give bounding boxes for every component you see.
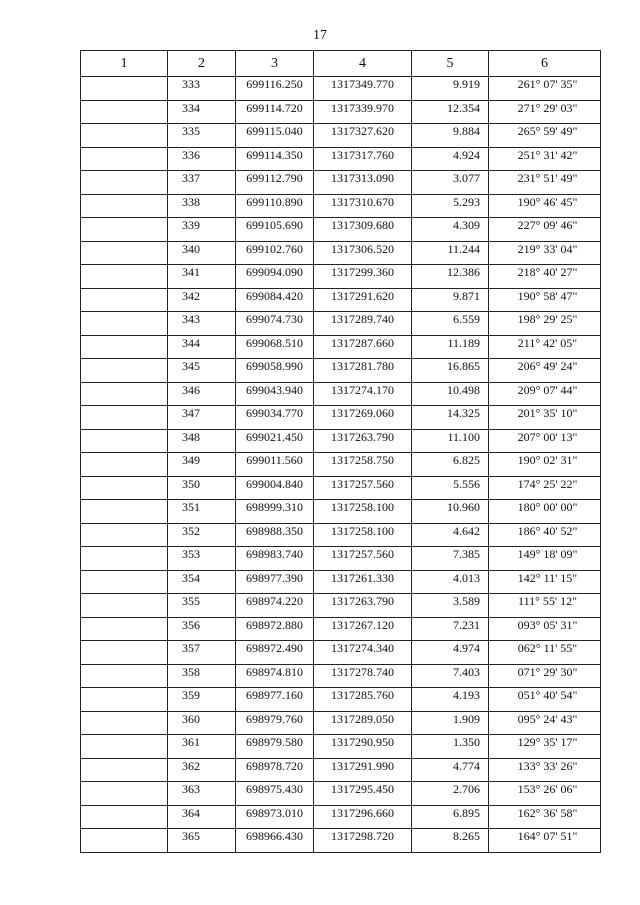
y-coordinate-cell: 1317263.790 [314,429,412,453]
direction-angle-cell: 207° 00' 13" [489,429,601,453]
distance-cell: 4.974 [412,641,489,665]
x-coordinate-cell: 699114.350 [236,147,314,171]
point-number-cell: 361 [168,735,236,759]
blank-cell [81,735,168,759]
point-number-cell: 343 [168,312,236,336]
point-number-cell: 365 [168,829,236,853]
direction-angle-cell: 133° 33' 26" [489,758,601,782]
direction-angle-cell: 261° 07' 35" [489,77,601,101]
distance-cell: 9.919 [412,77,489,101]
point-number-cell: 351 [168,500,236,524]
table-row [81,641,601,665]
y-coordinate-cell: 1317291.620 [314,288,412,312]
distance-cell: 4.774 [412,758,489,782]
point-number-cell: 354 [168,570,236,594]
direction-angle-cell: 219° 33' 04" [489,241,601,265]
y-coordinate-cell: 1317306.520 [314,241,412,265]
distance-cell: 3.077 [412,171,489,195]
y-coordinate-cell: 1317261.330 [314,570,412,594]
point-number-cell: 355 [168,594,236,618]
direction-angle-cell: 218° 40' 27" [489,265,601,289]
blank-cell [81,265,168,289]
table-row [81,500,601,524]
table-row [81,735,601,759]
direction-angle-cell: 093° 05' 31" [489,617,601,641]
x-coordinate-cell: 698974.810 [236,664,314,688]
blank-cell [81,523,168,547]
x-coordinate-cell: 698977.390 [236,570,314,594]
x-coordinate-cell: 698974.220 [236,594,314,618]
blank-cell [81,782,168,806]
y-coordinate-cell: 1317289.050 [314,711,412,735]
blank-cell [81,194,168,218]
distance-cell: 11.189 [412,335,489,359]
direction-angle-cell: 162° 36' 58" [489,805,601,829]
x-coordinate-cell: 699084.420 [236,288,314,312]
direction-angle-cell: 190° 46' 45" [489,194,601,218]
point-number-cell: 357 [168,641,236,665]
x-coordinate-cell: 699112.790 [236,171,314,195]
table-row [81,688,601,712]
x-coordinate-cell: 699105.690 [236,218,314,242]
table-row [81,147,601,171]
blank-cell [81,312,168,336]
direction-angle-cell: 211° 42' 05" [489,335,601,359]
x-coordinate-cell: 698978.720 [236,758,314,782]
table-row [81,523,601,547]
point-number-cell: 341 [168,265,236,289]
blank-cell [81,617,168,641]
point-number-cell: 335 [168,124,236,148]
distance-cell: 7.231 [412,617,489,641]
x-coordinate-cell: 698975.430 [236,782,314,806]
x-coordinate-cell: 699114.720 [236,100,314,124]
point-number-cell: 363 [168,782,236,806]
y-coordinate-cell: 1317291.990 [314,758,412,782]
distance-cell: 6.559 [412,312,489,336]
point-number-cell: 336 [168,147,236,171]
x-coordinate-cell: 698988.350 [236,523,314,547]
distance-cell: 11.244 [412,241,489,265]
x-coordinate-cell: 698979.580 [236,735,314,759]
table-row [81,782,601,806]
blank-cell [81,758,168,782]
point-number-cell: 359 [168,688,236,712]
point-number-cell: 338 [168,194,236,218]
direction-angle-cell: 051° 40' 54" [489,688,601,712]
column-header-4: 4 [314,51,412,77]
point-number-cell: 350 [168,476,236,500]
y-coordinate-cell: 1317289.740 [314,312,412,336]
point-number-cell: 337 [168,171,236,195]
blank-cell [81,359,168,383]
distance-cell: 5.293 [412,194,489,218]
direction-angle-cell: 180° 00' 00" [489,500,601,524]
x-coordinate-cell: 699110.890 [236,194,314,218]
blank-cell [81,124,168,148]
distance-cell: 1.909 [412,711,489,735]
blank-cell [81,664,168,688]
table-row [81,218,601,242]
blank-cell [81,641,168,665]
y-coordinate-cell: 1317274.170 [314,382,412,406]
y-coordinate-cell: 1317296.660 [314,805,412,829]
y-coordinate-cell: 1317257.560 [314,476,412,500]
distance-cell: 12.386 [412,265,489,289]
table-row [81,241,601,265]
point-number-cell: 340 [168,241,236,265]
table-row [81,547,601,571]
point-number-cell: 360 [168,711,236,735]
header-row [81,51,601,77]
table-row [81,594,601,618]
direction-angle-cell: 129° 35' 17" [489,735,601,759]
y-coordinate-cell: 1317313.090 [314,171,412,195]
blank-cell [81,594,168,618]
y-coordinate-cell: 1317317.760 [314,147,412,171]
blank-cell [81,476,168,500]
x-coordinate-cell: 699116.250 [236,77,314,101]
direction-angle-cell: 231° 51' 49" [489,171,601,195]
x-coordinate-cell: 699058.990 [236,359,314,383]
x-coordinate-cell: 699074.730 [236,312,314,336]
y-coordinate-cell: 1317269.060 [314,406,412,430]
point-number-cell: 358 [168,664,236,688]
x-coordinate-cell: 698977.160 [236,688,314,712]
blank-cell [81,547,168,571]
table-row [81,194,601,218]
y-coordinate-cell: 1317258.100 [314,500,412,524]
point-number-cell: 346 [168,382,236,406]
y-coordinate-cell: 1317349.770 [314,77,412,101]
point-number-cell: 348 [168,429,236,453]
blank-cell [81,406,168,430]
blank-cell [81,500,168,524]
y-coordinate-cell: 1317285.760 [314,688,412,712]
point-number-cell: 353 [168,547,236,571]
distance-cell: 4.309 [412,218,489,242]
blank-cell [81,335,168,359]
x-coordinate-cell: 699094.090 [236,265,314,289]
point-number-cell: 342 [168,288,236,312]
distance-cell: 11.100 [412,429,489,453]
distance-cell: 4.642 [412,523,489,547]
distance-cell: 3.589 [412,594,489,618]
direction-angle-cell: 062° 11' 55" [489,641,601,665]
direction-angle-cell: 142° 11' 15" [489,570,601,594]
table-body [81,77,601,853]
table-row [81,711,601,735]
y-coordinate-cell: 1317267.120 [314,617,412,641]
y-coordinate-cell: 1317310.670 [314,194,412,218]
blank-cell [81,100,168,124]
point-number-cell: 345 [168,359,236,383]
table-row [81,288,601,312]
distance-cell: 10.960 [412,500,489,524]
direction-angle-cell: 227° 09' 46" [489,218,601,242]
direction-angle-cell: 271° 29' 03" [489,100,601,124]
direction-angle-cell: 251° 31' 42" [489,147,601,171]
table-row [81,406,601,430]
blank-cell [81,218,168,242]
table-row [81,570,601,594]
distance-cell: 2.706 [412,782,489,806]
blank-cell [81,711,168,735]
point-number-cell: 362 [168,758,236,782]
distance-cell: 9.871 [412,288,489,312]
y-coordinate-cell: 1317298.720 [314,829,412,853]
blank-cell [81,171,168,195]
blank-cell [81,570,168,594]
table-row [81,758,601,782]
blank-cell [81,805,168,829]
distance-cell: 12.354 [412,100,489,124]
table-row [81,382,601,406]
table-row [81,617,601,641]
blank-cell [81,147,168,171]
point-number-cell: 349 [168,453,236,477]
y-coordinate-cell: 1317299.360 [314,265,412,289]
table-row [81,805,601,829]
y-coordinate-cell: 1317274.340 [314,641,412,665]
y-coordinate-cell: 1317258.100 [314,523,412,547]
x-coordinate-cell: 699011.560 [236,453,314,477]
distance-cell: 7.385 [412,547,489,571]
table-row [81,476,601,500]
table-row [81,171,601,195]
direction-angle-cell: 190° 02' 31" [489,453,601,477]
direction-angle-cell: 186° 40' 52" [489,523,601,547]
y-coordinate-cell: 1317327.620 [314,124,412,148]
direction-angle-cell: 206° 49' 24" [489,359,601,383]
x-coordinate-cell: 699068.510 [236,335,314,359]
page-number: 17 [313,28,327,43]
direction-angle-cell: 071° 29' 30" [489,664,601,688]
column-header-6: 6 [489,51,601,77]
column-header-3: 3 [236,51,314,77]
distance-cell: 4.924 [412,147,489,171]
blank-cell [81,288,168,312]
x-coordinate-cell: 698973.010 [236,805,314,829]
y-coordinate-cell: 1317339.970 [314,100,412,124]
distance-cell: 16.865 [412,359,489,383]
y-coordinate-cell: 1317257.560 [314,547,412,571]
point-number-cell: 344 [168,335,236,359]
distance-cell: 4.013 [412,570,489,594]
y-coordinate-cell: 1317281.780 [314,359,412,383]
direction-angle-cell: 149° 18' 09" [489,547,601,571]
y-coordinate-cell: 1317287.660 [314,335,412,359]
table-row [81,429,601,453]
direction-angle-cell: 201° 35' 10" [489,406,601,430]
x-coordinate-cell: 699021.450 [236,429,314,453]
blank-cell [81,453,168,477]
table-row [81,335,601,359]
distance-cell: 9.884 [412,124,489,148]
point-number-cell: 347 [168,406,236,430]
x-coordinate-cell: 699115.040 [236,124,314,148]
distance-cell: 1.350 [412,735,489,759]
table-row [81,829,601,853]
direction-angle-cell: 174° 25' 22" [489,476,601,500]
direction-angle-cell: 164° 07' 51" [489,829,601,853]
direction-angle-cell: 095° 24' 43" [489,711,601,735]
y-coordinate-cell: 1317295.450 [314,782,412,806]
distance-cell: 5.556 [412,476,489,500]
x-coordinate-cell: 699034.770 [236,406,314,430]
blank-cell [81,382,168,406]
distance-cell: 10.498 [412,382,489,406]
table-row [81,100,601,124]
direction-angle-cell: 209° 07' 44" [489,382,601,406]
distance-cell: 6.825 [412,453,489,477]
x-coordinate-cell: 698972.880 [236,617,314,641]
x-coordinate-cell: 698983.740 [236,547,314,571]
y-coordinate-cell: 1317258.750 [314,453,412,477]
blank-cell [81,77,168,101]
direction-angle-cell: 190° 58' 47" [489,288,601,312]
x-coordinate-cell: 699004.840 [236,476,314,500]
point-number-cell: 356 [168,617,236,641]
x-coordinate-cell: 698979.760 [236,711,314,735]
x-coordinate-cell: 698972.490 [236,641,314,665]
y-coordinate-cell: 1317278.740 [314,664,412,688]
table-row [81,77,601,101]
x-coordinate-cell: 698999.310 [236,500,314,524]
y-coordinate-cell: 1317263.790 [314,594,412,618]
point-number-cell: 339 [168,218,236,242]
table-row [81,265,601,289]
blank-cell [81,429,168,453]
direction-angle-cell: 265° 59' 49" [489,124,601,148]
x-coordinate-cell: 699102.760 [236,241,314,265]
point-number-cell: 333 [168,77,236,101]
distance-cell: 4.193 [412,688,489,712]
table-row [81,453,601,477]
direction-angle-cell: 153° 26' 06" [489,782,601,806]
table-row [81,359,601,383]
distance-cell: 6.895 [412,805,489,829]
distance-cell: 7.403 [412,664,489,688]
y-coordinate-cell: 1317290.950 [314,735,412,759]
blank-cell [81,241,168,265]
blank-cell [81,829,168,853]
point-number-cell: 334 [168,100,236,124]
table-row [81,664,601,688]
table-row [81,312,601,336]
point-number-cell: 364 [168,805,236,829]
x-coordinate-cell: 699043.940 [236,382,314,406]
direction-angle-cell: 198° 29' 25" [489,312,601,336]
direction-angle-cell: 111° 55' 12" [489,594,601,618]
distance-cell: 8.265 [412,829,489,853]
coordinates-table [80,50,601,853]
column-header-2: 2 [168,51,236,77]
x-coordinate-cell: 698966.430 [236,829,314,853]
column-header-1: 1 [81,51,168,77]
table-row [81,124,601,148]
point-number-cell: 352 [168,523,236,547]
column-header-5: 5 [412,51,489,77]
blank-cell [81,688,168,712]
y-coordinate-cell: 1317309.680 [314,218,412,242]
distance-cell: 14.325 [412,406,489,430]
